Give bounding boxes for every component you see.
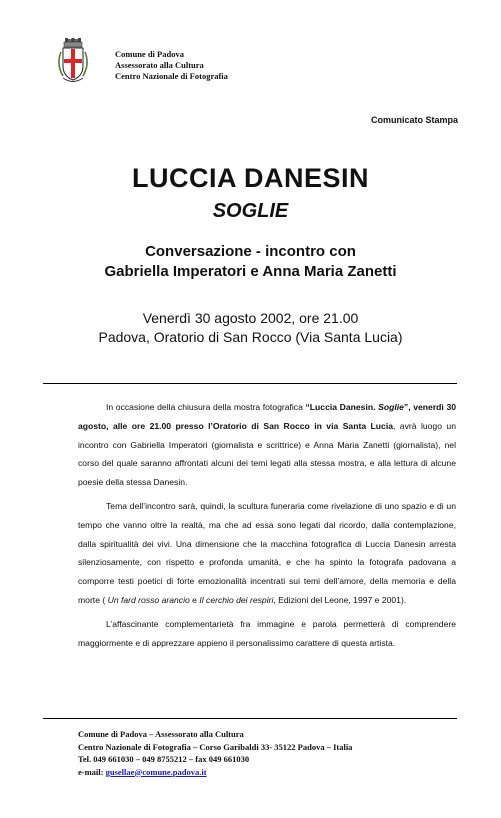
- p1-exhibition-italic: Soglie: [378, 402, 404, 412]
- event-date: Venerdì 30 agosto 2002, ore 21.00: [142, 310, 359, 326]
- footer-line-phone: Tel. 049 661030 – 049 8755212 – fax 049 661030: [78, 754, 250, 764]
- issuer-block: [115, 49, 228, 82]
- body-text: [78, 398, 456, 657]
- paragraph-1: [78, 398, 456, 492]
- issuer-line-comune: Comune di Padova: [115, 49, 184, 59]
- p2-book1: Un fard rosso arancio: [107, 594, 190, 605]
- footer-line-email: [78, 766, 352, 779]
- issuer-line-centro: Centro Nazionale di Fotografia: [115, 71, 228, 81]
- footer-line-comune: Comune di Padova – Assessorato alla Cultura: [78, 729, 244, 739]
- divider-bottom: [43, 718, 457, 719]
- p2-main: Tema dell’incontro sarà, quindi, la scultura funeraria come rivelazione di uno spazio e di un tempo che vanno oltre la realtà, ma che ad essa sono legati dal ricordo, dalla contemplazione, dalla spiritualità dei vivi. Una dimensione che la macchina fotografica di Luccia Danesin arresta silenziosamente, con rispetto e profonda umanità, e che ha spinto la fotografa padovana a comporre testi poetici di forte emozionalità incentrati sui temi dell’amore, della memoria e della morte (: [78, 500, 456, 605]
- footer-contacts: [78, 728, 352, 778]
- event-subtitle-line1: Conversazione - incontro con: [145, 243, 356, 260]
- p2-book2: Il cerchio dei respiri: [199, 594, 274, 605]
- p1-date-venue: ”, venerdì 30 agosto, alle ore 21.00 presso l’Oratorio di San Rocco in via Santa Lucia: [78, 402, 457, 431]
- press-release-label: Comunicato Stampa: [370, 115, 458, 125]
- paragraph-2: [78, 497, 456, 610]
- p1-rest: , avrà luogo un incontro con Gabriella Imperatori (giornalista e scrittrice) e Anna Maria Zanetti (giornalista), nel corso del quale saranno affrontati alcuni dei temi legati alla stessa mostra, e alla lettura di alcune poesie della stessa Danesin.: [78, 420, 456, 488]
- paragraph-3: L’affascinante complementarietà fra immagine e parola permetterà di comprendere maggiormente e di apprezzare appieno il personalissimo carattere di questa artista.: [78, 618, 456, 648]
- p2-publisher: , Edizioni del Leone, 1997 e 2001).: [273, 594, 407, 605]
- footer-line-address: Centro Nazionale di Fotografia – Corso Garibaldi 33- 35122 Padova – Italia: [78, 741, 353, 752]
- event-subtitle-line2: Gabriella Imperatori e Anna Maria Zanetti: [104, 263, 397, 280]
- exhibition-title: SOGLIE: [212, 200, 289, 222]
- p2-and: e: [189, 594, 200, 605]
- email-label: e-mail:: [78, 766, 106, 777]
- email-link[interactable]: gusellae@comune.padova.it: [105, 766, 207, 777]
- padova-coat-of-arms-icon: [55, 38, 91, 86]
- event-place: Padova, Oratorio di San Rocco (Via Santa Lucia): [98, 329, 403, 345]
- p1-exhibition-name: “Luccia Danesin.: [305, 402, 379, 412]
- divider-top: [43, 383, 457, 384]
- issuer-line-assessorato: Assessorato alla Cultura: [115, 60, 204, 70]
- p1-intro: In occasione della chiusura della mostra fotografica: [106, 402, 306, 412]
- artist-title: LUCCIA DANESIN: [131, 163, 369, 193]
